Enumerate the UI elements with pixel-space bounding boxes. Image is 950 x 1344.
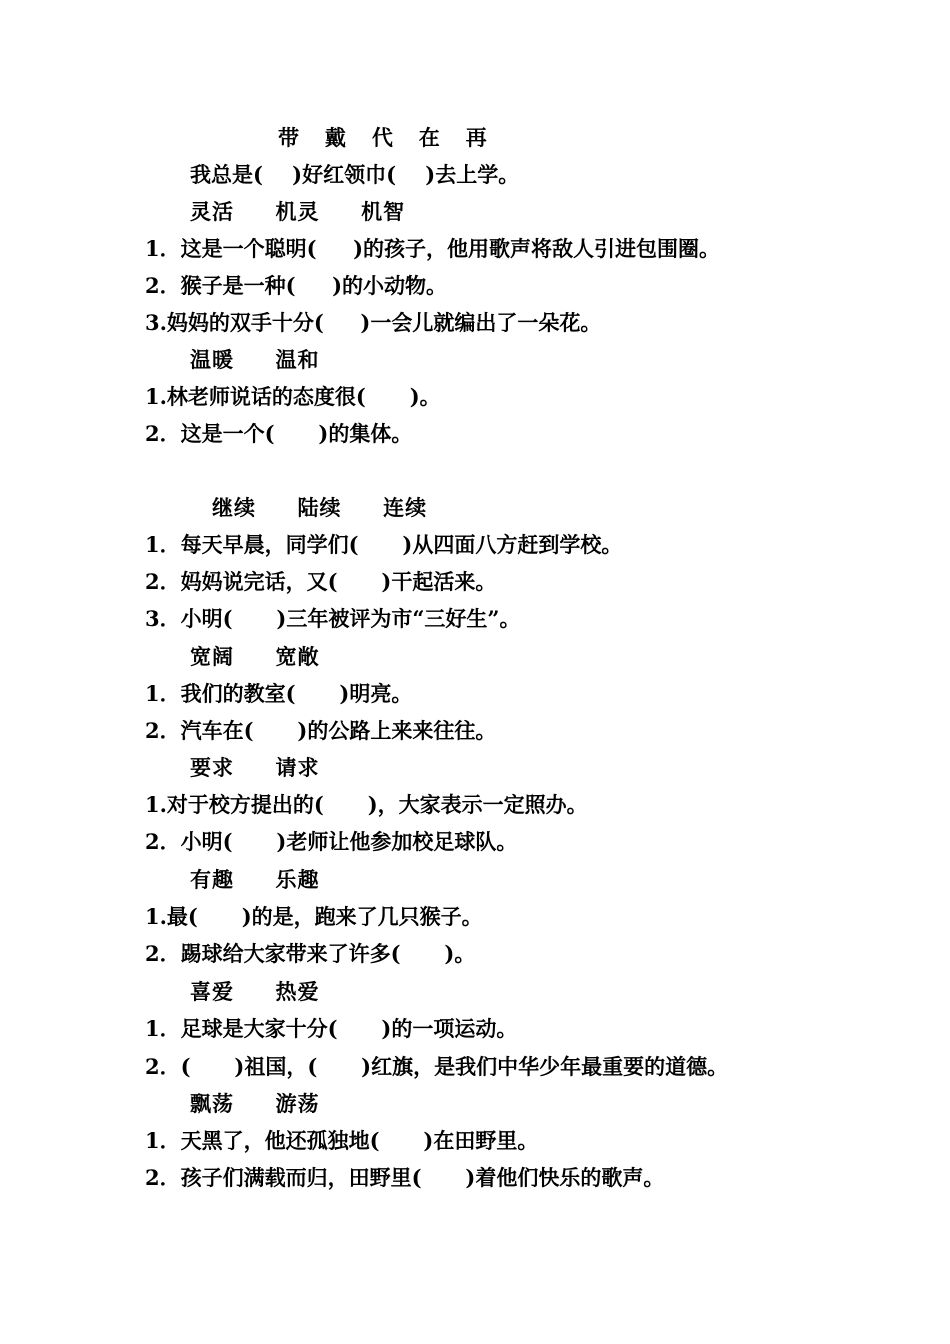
word-options: 温暖 温和 bbox=[190, 347, 320, 372]
exercise-line: 2．猴子是一种( )的小动物。 bbox=[145, 273, 448, 298]
exercise-line: 3.妈妈的双手十分( )一会儿就编出了一朵花。 bbox=[145, 310, 602, 335]
word-options: 宽阔 宽敞 bbox=[190, 644, 320, 669]
exercise-line: 1．这是一个聪明( )的孩子，他用歌声将敌人引进包围圈。 bbox=[145, 236, 721, 261]
word-options: 飘荡 游荡 bbox=[190, 1091, 320, 1116]
exercise-line: 1.最( )的是，跑来了几只猴子。 bbox=[145, 904, 483, 929]
exercise-line: 2．孩子们满载而归，田野里( )着他们快乐的歌声。 bbox=[145, 1165, 665, 1190]
exercise-line: 1．我们的教室( )明亮。 bbox=[145, 681, 413, 706]
exercise-line: 2．汽车在( )的公路上来来往往。 bbox=[145, 718, 497, 743]
exercise-line: 1.林老师说话的态度很( )。 bbox=[145, 384, 441, 409]
exercise-line: 2．这是一个( )的集体。 bbox=[145, 421, 413, 446]
exercise-line: 我总是( )好红领巾( )去上学。 bbox=[190, 162, 520, 187]
word-options: 喜爱 热爱 bbox=[190, 979, 320, 1004]
word-options: 灵活 机灵 机智 bbox=[190, 199, 406, 224]
exercise-line: 2．踢球给大家带来了许多( )。 bbox=[145, 941, 476, 966]
word-options: 有趣 乐趣 bbox=[190, 867, 320, 892]
exercise-line: 1.对于校方提出的( )，大家表示一定照办。 bbox=[145, 792, 588, 817]
word-options: 继续 陆续 连续 bbox=[212, 495, 428, 520]
word-options: 带 戴 代 在 再 bbox=[278, 125, 488, 150]
exercise-line: 2．妈妈说完话，又( )干起活来。 bbox=[145, 569, 497, 594]
exercise-line: 1．足球是大家十分( )的一项运动。 bbox=[145, 1016, 518, 1041]
exercise-line: 1．每天早晨，同学们( )从四面八方赶到学校。 bbox=[145, 532, 623, 557]
exercise-line: 2．小明( )老师让他参加校足球队。 bbox=[145, 829, 518, 854]
exercise-line: 3．小明( )三年被评为市“三好生”。 bbox=[145, 606, 521, 631]
word-options: 要求 请求 bbox=[190, 755, 320, 780]
exercise-line: 2．( )祖国，( )红旗，是我们中华少年最重要的道德。 bbox=[145, 1054, 729, 1079]
exercise-line: 1．天黑了，他还孤独地( )在田野里。 bbox=[145, 1128, 539, 1153]
